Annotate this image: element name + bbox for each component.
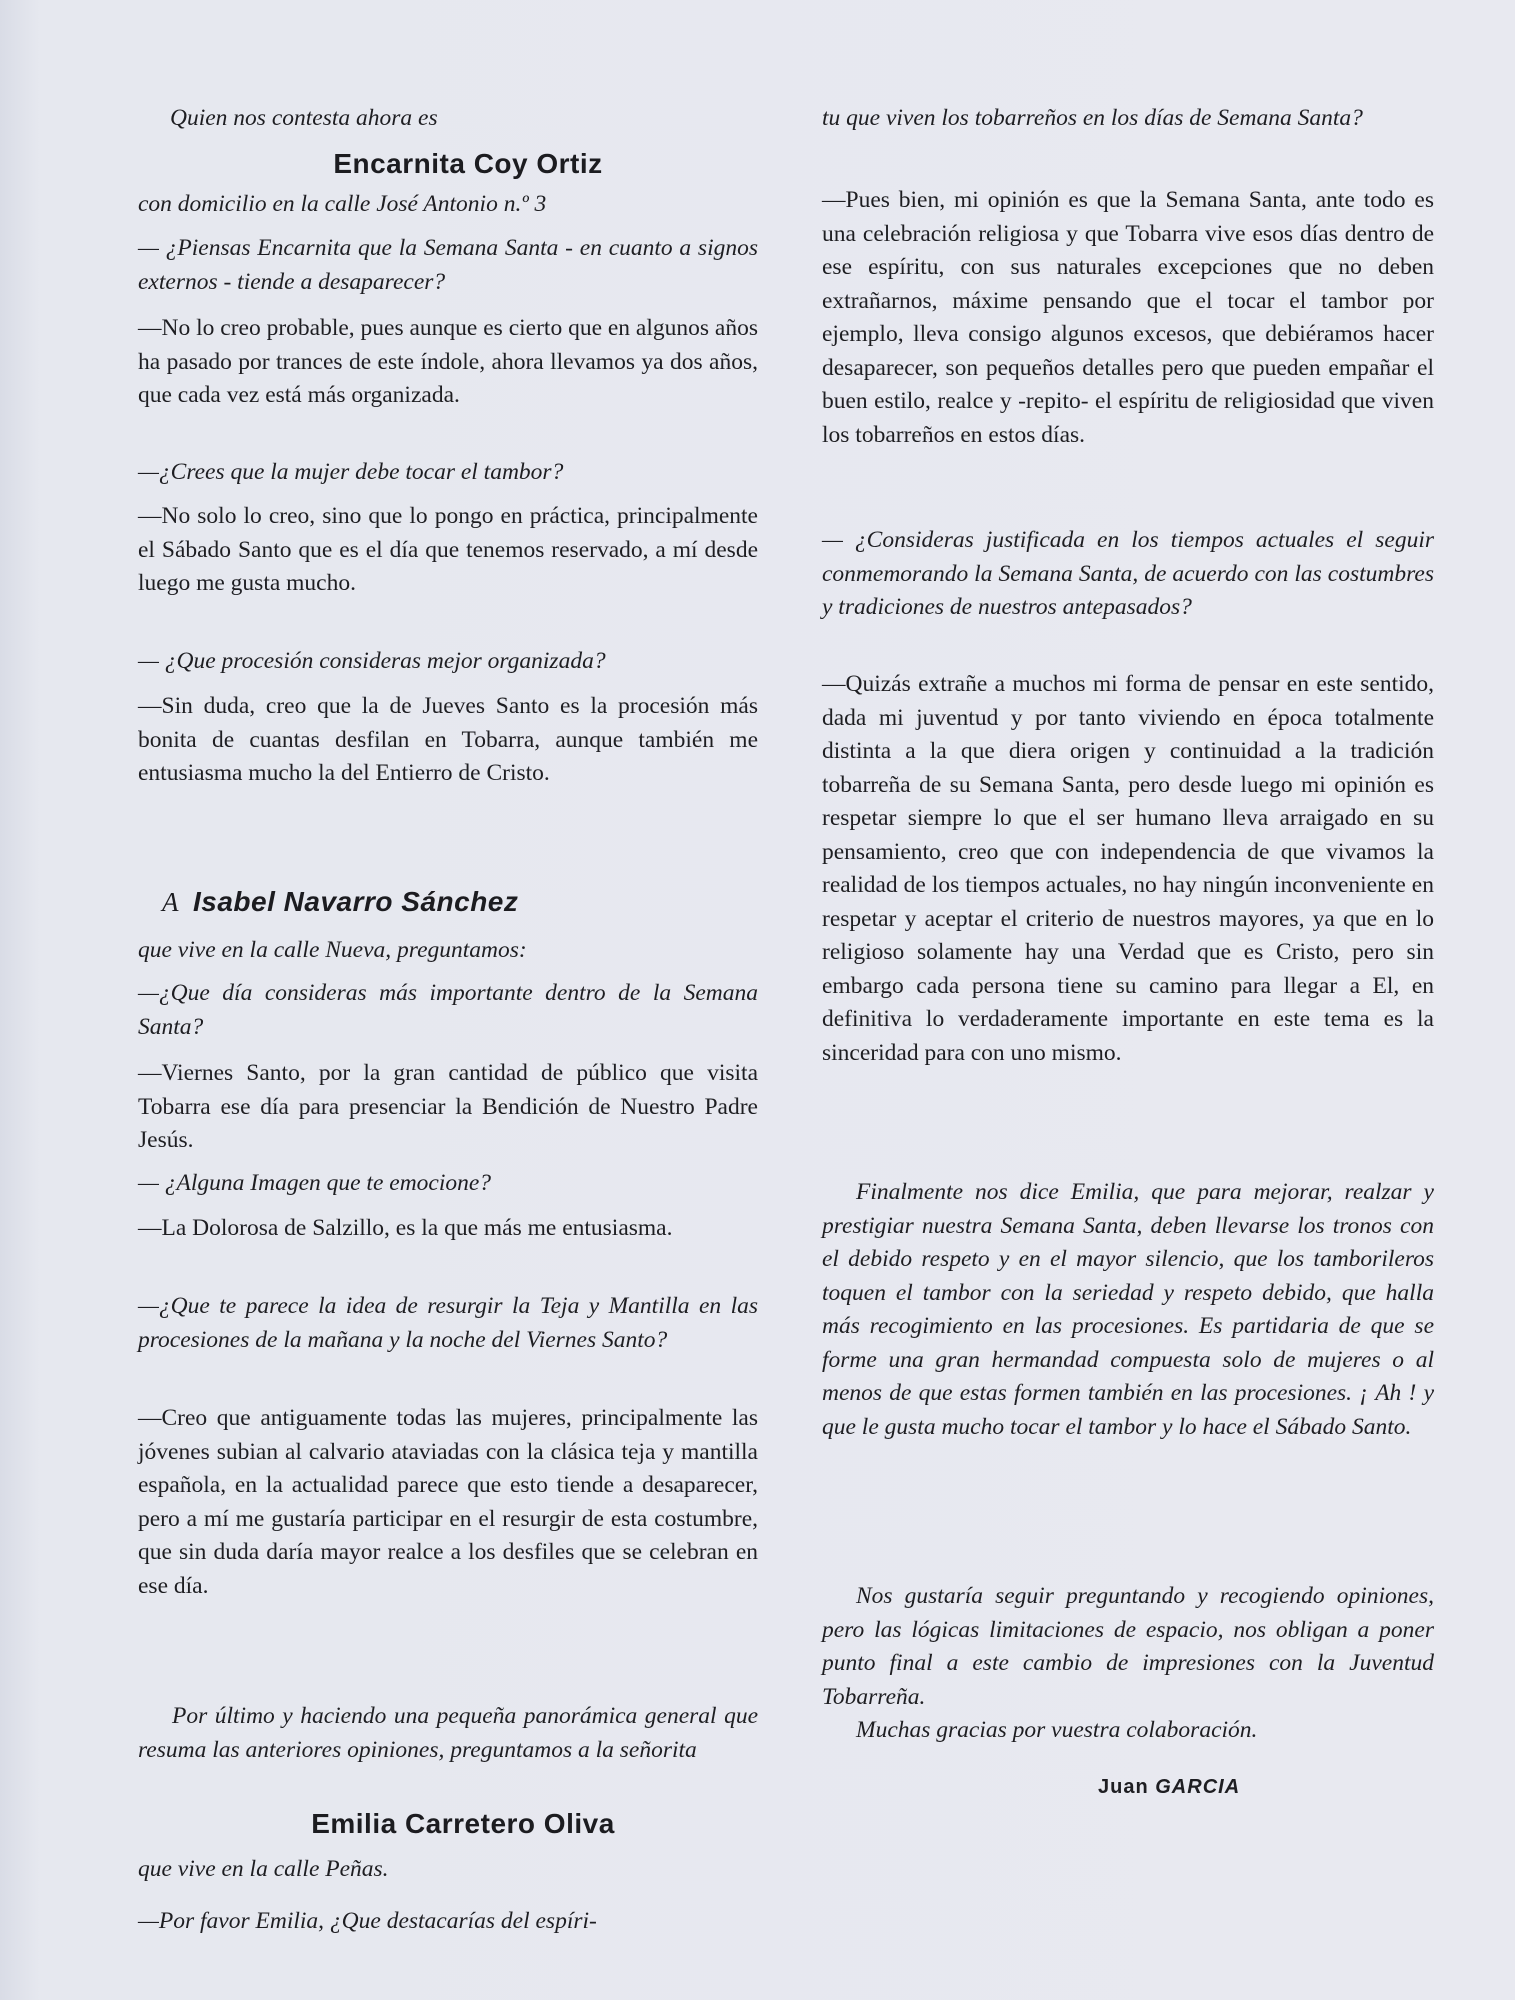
interviewee-name: Emilia Carretero Oliva <box>311 1808 615 1839</box>
intro-text: Quien nos contesta ahora es <box>170 105 438 131</box>
question: —¿Crees que la mujer debe tocar el tambor? <box>138 459 564 485</box>
question: — ¿Consideras justificada en los tiempos actuales el seguir conmemorando la Semana Santa, de acuerdo con las costumbres y tradiciones de nuestros antepasados? <box>822 527 1434 620</box>
question: —Por favor Emilia, ¿Que destacarías del espíri- <box>138 1908 597 1934</box>
thanks-text: Muchas gracias por vuestra colaboración. <box>856 1717 1258 1743</box>
closing-text: Nos gustaría seguir preguntando y recogiendo opiniones, pero las lógicas limitaciones de espacio, nos obligan a poner punto final a este cambio de impresiones con la Juventud Tobarreña. <box>822 1583 1434 1710</box>
answer: —Pues bien, mi opinión es que la Semana Santa, ante todo es una celebración religiosa y que Tobarra vive esos días dentro de ese espíritu, con sus naturales excepciones que no deben extrañarnos, máxime pensando que el tocar el tambor por ejemplo, lleva consigo algunos excesos, que debiéramos hacer desaparecer, son pequeños detalles pero que pueden empañar el buen estilo, realce y -repito- el espíritu de religiosidad que viven los tobarreños en estos días. <box>822 187 1434 448</box>
interviewee-name: Encarnita Coy Ortiz <box>333 148 603 179</box>
answer: —No lo creo probable, pues aunque es cierto que en algunos años ha pasado por trances de este índole, ahora llevamos ya dos años, que cada vez está más organizada. <box>138 315 758 408</box>
author-signature <box>1098 1776 1434 1799</box>
question: —¿Que día consideras más importante dentro de la Semana Santa? <box>138 980 758 1040</box>
answer: —La Dolorosa de Salzillo, es la que más me entusiasma. <box>138 1215 673 1241</box>
interviewee-address: con domicilio en la calle José Antonio n.º 3 <box>138 191 547 217</box>
summary-text: Finalmente nos dice Emilia, que para mejorar, realzar y prestigiar nuestra Semana Santa, deben llevarse los tronos con el debido respeto y en el mayor silencio, que los tamborileros toquen el tambor con la seriedad y respeto debido, que halla más recogimiento en las procesiones. Es partidaria de que se forme una gran hermandad compuesta solo de mujeres o al menos de que estas formen también en las procesiones. ¡ Ah ! y que le gusta mucho tocar el tambor y lo hace el Sábado Santo. <box>822 1179 1434 1440</box>
interviewee-address: que vive en la calle Peñas. <box>138 1856 389 1882</box>
name-prefix: A <box>162 887 179 917</box>
question: — ¿Que procesión consideras mejor organizada? <box>138 648 606 674</box>
answer: —Quizás extrañe a muchos mi forma de pensar en este sentido, dada mi juventud y por tanto viviendo en época totalmente distinta a la que diera origen y continuidad a la tradición tobarreña de su Semana Santa, pero desde luego mi opinión es respetar siempre lo que el ser humano lleva arraigado en su pensamiento, creo que con independencia de que vivamos la realidad de los tiempos actuales, no hay ningún inconveniente en respetar y aceptar el criterio de nuestros mayores, ya que en lo religioso solamente hay una Verdad que es Cristo, pero sin embargo cada persona tiene su camino para llegar a El, en definitiva lo verdaderamente importante en este tema es la sinceridad para con uno mismo. <box>822 671 1434 1066</box>
question: — ¿Piensas Encarnita que la Semana Santa - en cuanto a signos externos - tiende a desaparecer? <box>138 235 758 295</box>
question: —¿Que te parece la idea de resurgir la Teja y Mantilla en las procesiones de la mañana y la noche del Viernes Santo? <box>138 1293 758 1353</box>
question: — ¿Alguna Imagen que te emocione? <box>138 1170 492 1196</box>
answer: —No solo lo creo, sino que lo pongo en práctica, principalmente el Sábado Santo que es el día que tenemos reservado, a mí desde luego me gusta mucho. <box>138 503 758 596</box>
interviewee-heading <box>162 886 758 918</box>
author-last-name: GARCIA <box>1155 1776 1241 1798</box>
interviewee-name: Isabel Navarro Sánchez <box>193 886 519 917</box>
intro-text: Por último y haciendo una pequeña panorámica general que resuma las anteriores opiniones, preguntamos a la señorita <box>138 1703 758 1763</box>
answer: —Sin duda, creo que la de Jueves Santo es la procesión más bonita de cuantas desfilan en Tobarra, aunque también me entusiasma mucho la del Entierro de Cristo. <box>138 693 758 786</box>
question-continued: tu que viven los tobarreños en los días de Semana Santa? <box>822 105 1363 131</box>
interviewee-address: que vive en la calle Nueva, preguntamos: <box>138 937 527 963</box>
answer: —Viernes Santo, por la gran cantidad de público que visita Tobarra ese día para presenciar la Bendición de Nuestro Padre Jesús. <box>138 1060 758 1153</box>
author-first-name: Juan <box>1098 1776 1149 1798</box>
answer: —Creo que antiguamente todas las mujeres, principalmente las jóvenes subian al calvario ataviadas con la clásica teja y mantilla española, en la actualidad parece que esto tiende a desaparecer, pero a mí me gustaría participar en el resurgir de esta costumbre, que sin duda daría mayor realce a los desfiles que se celebran en ese día. <box>138 1405 758 1599</box>
